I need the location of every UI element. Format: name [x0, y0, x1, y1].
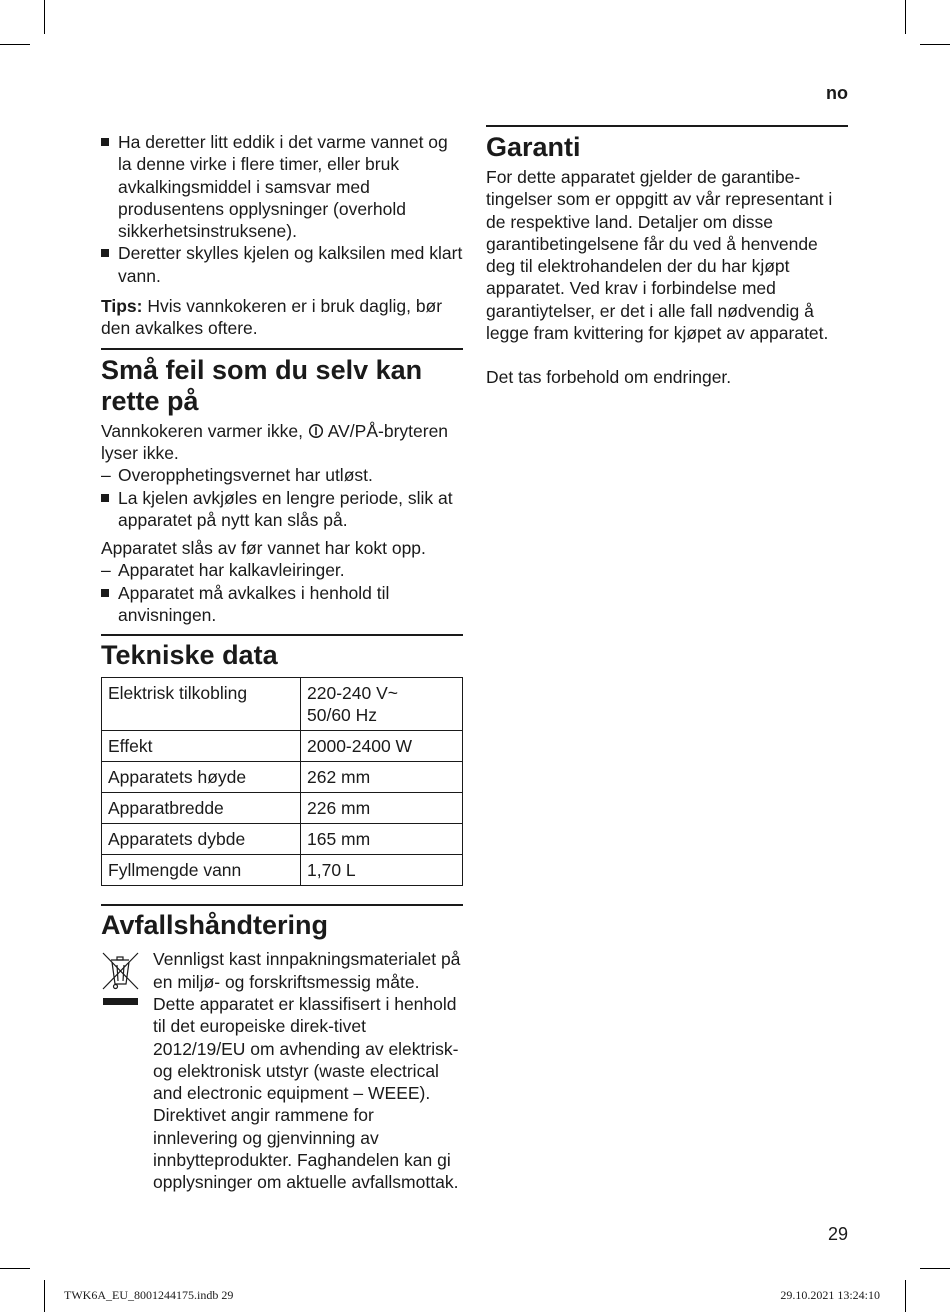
table-cell-value: 165 mm	[301, 824, 463, 855]
cause-text: Overopphetingsvernet har utløst.	[118, 465, 373, 486]
power-icon	[308, 423, 324, 439]
problem-text: Apparatet slås av før vannet har kokt opp.	[101, 538, 426, 559]
bullet-square-icon	[101, 487, 109, 509]
section-divider	[101, 904, 463, 906]
section-divider	[486, 125, 848, 127]
troubleshooting-block	[101, 420, 463, 627]
table-cell-value: 2000-2400 W	[301, 731, 463, 762]
tips-label: Tips:	[101, 296, 143, 317]
cause-item	[101, 464, 463, 486]
warranty-text: For dette apparatet gjelder de garantibe-tingelser som er oppgitt av vår representant i de respektive land. Detaljer om disse garantibetingelsene får du ved å henvende deg til elektrohandelen der du har kjøpt apparatet. Ved krav i forbindelse med garantiytelser, er det i alle fall nødvendig å legge fram kvittering for kjøpet av apparatet.	[486, 167, 833, 344]
list-item-text: Deretter skylles kjelen og kalksilen med klart vann.	[118, 243, 463, 286]
table-cell-value: 226 mm	[301, 793, 463, 824]
table-row	[102, 731, 463, 762]
table-cell-label: Elektrisk tilkobling	[102, 678, 301, 731]
remedy-item	[101, 582, 463, 627]
crop-mark	[920, 44, 950, 45]
list-item	[101, 131, 463, 242]
section-divider	[101, 348, 463, 350]
section-title-disposal: Avfallshåndtering	[101, 910, 329, 941]
tips-text: Hvis vannkokeren er i bruk daglig, bør den avkalkes oftere.	[101, 296, 443, 339]
crop-mark	[905, 1280, 906, 1312]
table-cell-label: Effekt	[102, 731, 301, 762]
table-cell-label: Apparatets dybde	[102, 824, 301, 855]
remedy-item	[101, 487, 463, 532]
disposal-text: Vennligst kast innpakningsmaterialet på en miljø- og forskriftsmessig måte. Dette apparatet er klassifisert i henhold til det europeiske direk-tivet 2012/19/EU om avhending av elektrisk- og elektronisk utstyr (waste electrical and electronic equipment – WEEE). Direktivet angir rammene for innlevering og gjenvinning av innbytteprodukter. Faghandelen kan gi opplysninger om aktuelle avfallsmottak.	[153, 949, 461, 1193]
section-divider	[101, 634, 463, 636]
technical-data-table	[101, 677, 463, 886]
table-row	[102, 762, 463, 793]
section-title-technical: Tekniske data	[101, 640, 278, 671]
crop-mark	[905, 0, 906, 34]
table-row	[102, 855, 463, 886]
table-row	[102, 793, 463, 824]
bullet-square-icon	[101, 242, 109, 264]
bullet-square-icon	[101, 582, 109, 604]
language-code: no	[826, 83, 848, 103]
problem-text	[101, 420, 463, 465]
table-cell-label: Fyllmengde vann	[102, 855, 301, 886]
disposal-block	[101, 948, 463, 1193]
crop-mark	[44, 1280, 45, 1312]
table-row	[102, 678, 463, 731]
crop-mark	[0, 44, 30, 45]
table-cell-label: Apparatets høyde	[102, 762, 301, 793]
remedy-text: La kjelen avkjøles en lengre periode, slik at apparatet på nytt kan slås på.	[118, 487, 453, 530]
section-title-warranty: Garanti	[486, 132, 581, 162]
list-item	[101, 242, 463, 287]
section-title-troubleshooting: Små feil som du selv kan rette på	[101, 354, 423, 416]
warranty-note: Det tas forbehold om endringer.	[486, 367, 732, 388]
cause-text: Apparatet har kalkavleiringer.	[118, 560, 345, 581]
crop-mark	[0, 1268, 30, 1269]
problem-text-part: Vannkokeren varmer ikke,	[101, 420, 308, 441]
table-cell-value: 220-240 V~ 50/60 Hz	[301, 678, 463, 731]
crossed-bin-icon	[101, 948, 153, 1193]
table-cell-label: Apparatbredde	[102, 793, 301, 824]
print-slug-left: TWK6A_EU_8001244175.indb 29	[64, 1288, 234, 1302]
crop-mark	[920, 1268, 950, 1269]
table-cell-value: 1,70 L	[301, 855, 463, 886]
descaling-steps	[101, 131, 463, 287]
page-number: 29	[827, 1224, 848, 1244]
print-slug-right: 29.10.2021 13:24:10	[780, 1288, 880, 1302]
dash-marker: –	[101, 465, 111, 486]
left-column	[101, 131, 463, 1194]
right-column	[486, 125, 848, 389]
tips-paragraph	[101, 295, 463, 340]
table-cell-value: 262 mm	[301, 762, 463, 793]
dash-marker: –	[101, 560, 111, 581]
list-item-text: Ha deretter litt eddik i det varme vannet og la denne virke i flere timer, eller bruk avkalkingsmiddel i samsvar med produsentens opplysninger (overhold sikkerhetsinstruksene).	[118, 132, 448, 242]
cause-item	[101, 559, 463, 581]
remedy-text: Apparatet må avkalkes i henhold til anvisningen.	[118, 582, 390, 626]
table-row	[102, 824, 463, 855]
crop-mark	[44, 0, 45, 34]
bullet-square-icon	[101, 131, 109, 153]
problem-text-part: AV/PÅ-bryteren lyser ikke.	[101, 420, 449, 463]
